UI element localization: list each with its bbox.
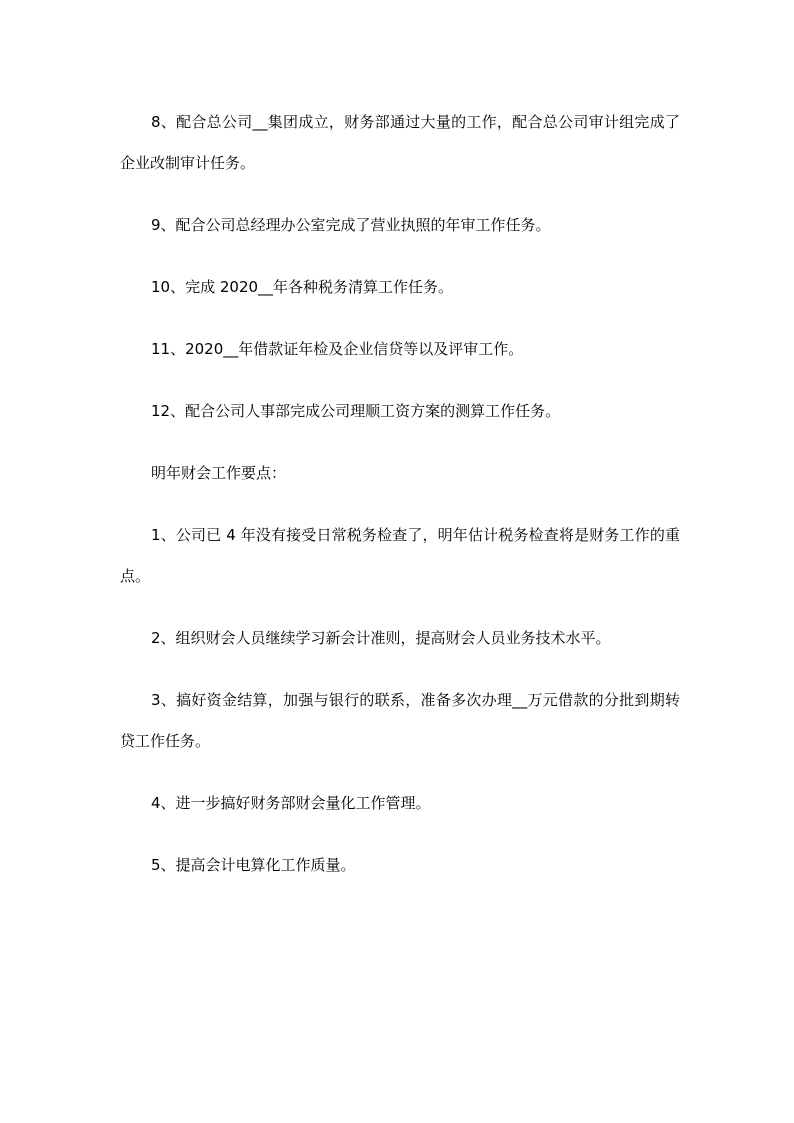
plan-item-1: 1、公司已 4 年没有接受日常税务检查了，明年估计税务检查将是财务工作的重点。 [120,526,680,585]
document-body [120,102,680,907]
paragraph-item-11: 11、2020__年借款证年检及企业信贷等以及评审工作。 [151,340,524,358]
paragraph-item-10: 10、完成 2020__年各种税务清算工作任务。 [151,278,454,296]
plan-item-2: 2、组织财会人员继续学习新会计准则，提高财会人员业务技术水平。 [151,629,611,647]
plan-item-3: 3、搞好资金结算，加强与银行的联系，准备多次办理__万元借款的分批到期转贷工作任务。 [120,691,680,750]
paragraph-item-9: 9、配合公司总经理办公室完成了营业执照的年审工作任务。 [151,216,551,234]
paragraph-item-8: 8、配合总公司__集团成立，财务部通过大量的工作，配合总公司审计组完成了企业改制审计任务。 [120,113,680,172]
paragraph-item-12: 12、配合公司人事部完成公司理顺工资方案的测算工作任务。 [151,402,561,420]
plan-item-5: 5、提高会计电算化工作质量。 [151,856,356,874]
plan-item-4: 4、进一步搞好财务部财会量化工作管理。 [151,794,431,812]
section-heading: 明年财会工作要点： [151,464,287,482]
